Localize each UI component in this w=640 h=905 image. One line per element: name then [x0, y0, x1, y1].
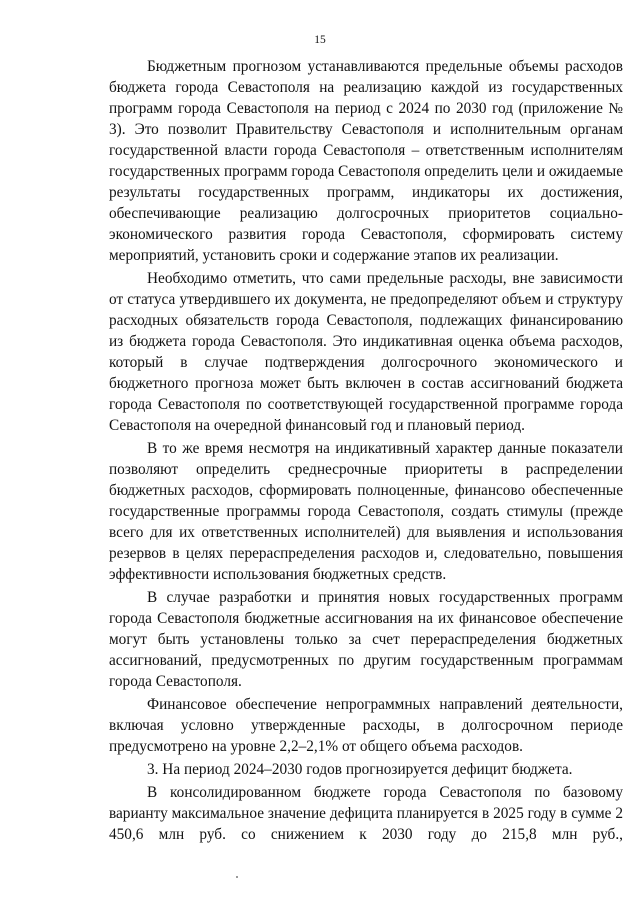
paragraph-consolidated-budget: В консолидированном бюджете города Севастополя по базовому варианту максимальное значение дефицита планируется в 2025 году в сумме 2 450,6 млн руб. со снижением к 2030 году до 215,8 млн руб.,	[109, 784, 623, 843]
scan-artifact-dot	[236, 876, 238, 878]
paragraph-limit-status: Необходимо отметить, что сами предельные расходы, вне зависимости от статуса утвердившего их документа, не предопределяют объем и структуру расходных обязательств города Севастополя, подлежащих финансированию из бюджета города Севастополя. Это индикативная оценка объема расходов, который в случае подтверждения долгосрочного экономического и бюджетного прогноза может быть включен в состав ассигнований бюджета города Севастополя по соответствующей государственной программе города Севастополя на очередной финансовый год и плановый период.	[109, 270, 623, 434]
paragraph-new-programs: В случае разработки и принятия новых государственных программ города Севастополя бюджетные ассигнования на их финансовое обеспечение могут быть установлены только за счет перераспределения бюджетных ассигнований, предусмотренных по другим государственным программам города Севастополя.	[109, 589, 623, 690]
page-number: 15	[314, 34, 326, 46]
paragraph-indicative-priorities: В то же время несмотря на индикативный характер данные показатели позволяют определить среднесрочные приоритеты в распределении бюджетных расходов, сформировать полноценные, финансово обеспеченные государственные программы города Севастополя, создать стимулы (прежде всего для их ответственных исполнителей) для выявления и использования резервов в целях перераспределения расходов и, следовательно, повышения эффективности использования бюджетных средств.	[109, 440, 623, 583]
paragraph-non-program-funding: Финансовое обеспечение непрограммных направлений деятельности, включая условно утвержденные расходы, в долгосрочном периоде предусмотрено на уровне 2,2–2,1% от общего объема расходов.	[109, 696, 623, 755]
paragraph-budget-limits: Бюджетным прогнозом устанавливаются предельные объемы расходов бюджета города Севастополя на реализацию каждой из государственных программ города Севастополя на период с 2024 по 2030 год (приложение № 3). Это позволит Правительству Севастополя и исполнительным органам государственной власти города Севастополя – ответственным исполнителям государственных программ города Севастополя определить цели и ожидаемые результаты государственных программ, индикаторы их достижения, обеспечивающие реализацию долгосрочных приоритетов социально-экономического развития города Севастополя, сформировать систему мероприятий, установить сроки и содержание этапов их реализации.	[109, 58, 623, 264]
paragraph-deficit-forecast: 3. На период 2024–2030 годов прогнозируется дефицит бюджета.	[147, 761, 573, 778]
document-body	[109, 56, 623, 845]
